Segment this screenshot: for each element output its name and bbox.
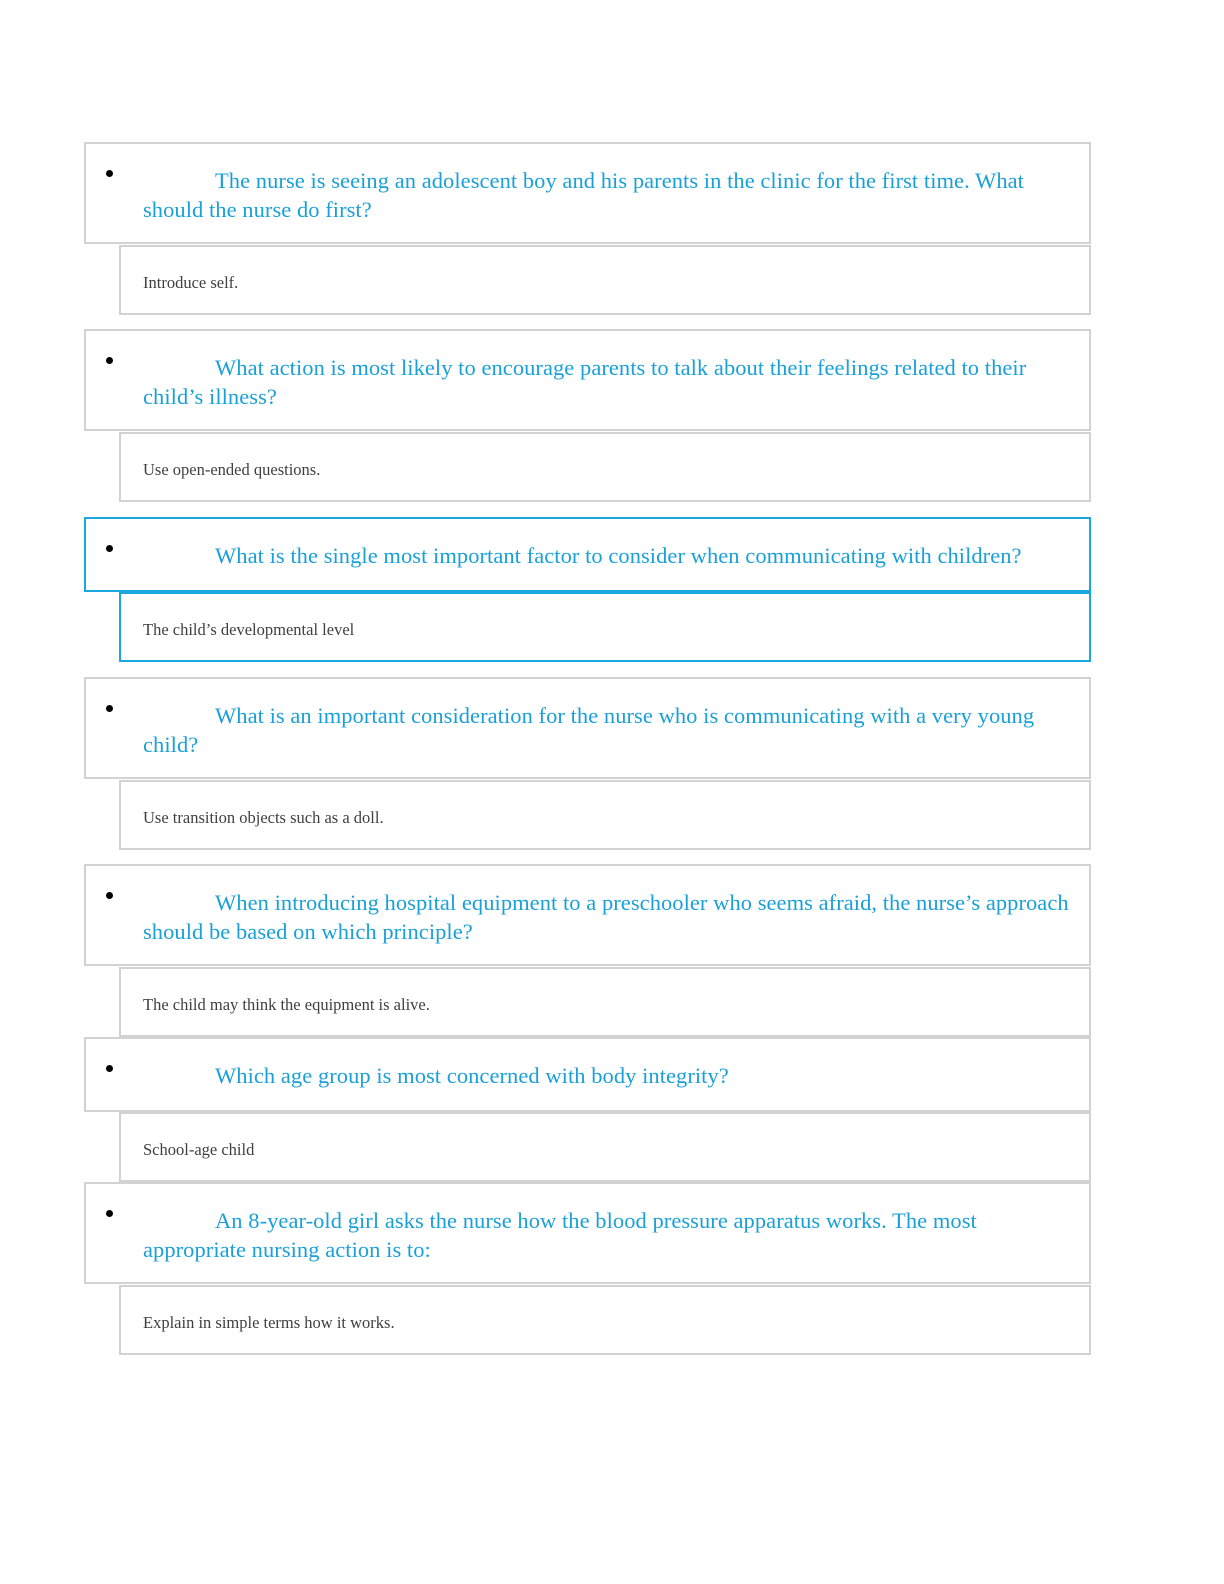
bullet-icon xyxy=(106,1210,113,1217)
answer-text: Introduce self. xyxy=(143,273,239,292)
answer-box[interactable] xyxy=(119,1285,1091,1355)
question-text: When introducing hospital equipment to a preschooler who seems afraid, the nurse’s approach should be based on which principle? xyxy=(143,890,1069,944)
bullet-icon xyxy=(106,705,113,712)
answer-box[interactable] xyxy=(119,592,1091,662)
question-box[interactable] xyxy=(84,864,1091,966)
question-box[interactable] xyxy=(84,677,1091,779)
bullet-icon xyxy=(106,357,113,364)
question-text: What action is most likely to encourage parents to talk about their feelings related to their child’s illness? xyxy=(143,355,1027,409)
bullet-icon xyxy=(106,892,113,899)
answer-text: School-age child xyxy=(143,1140,255,1159)
question-text: An 8-year-old girl asks the nurse how the blood pressure apparatus works. The most appropriate nursing action is to: xyxy=(143,1208,977,1262)
question-box[interactable] xyxy=(84,1182,1091,1284)
bullet-icon xyxy=(106,1065,113,1072)
bullet-icon xyxy=(106,545,113,552)
answer-box[interactable] xyxy=(119,780,1091,850)
answer-box[interactable] xyxy=(119,967,1091,1037)
question-box[interactable] xyxy=(84,517,1091,592)
question-box[interactable] xyxy=(84,142,1091,244)
question-text: What is the single most important factor to consider when communicating with children? xyxy=(215,543,1022,568)
question-text: The nurse is seeing an adolescent boy and his parents in the clinic for the first time. What should the nurse do first? xyxy=(143,168,1024,222)
answer-box[interactable] xyxy=(119,245,1091,315)
bullet-icon xyxy=(106,170,113,177)
answer-text: Use transition objects such as a doll. xyxy=(143,808,384,827)
answer-box[interactable] xyxy=(119,1112,1091,1182)
answer-text: Explain in simple terms how it works. xyxy=(143,1313,395,1332)
answer-box[interactable] xyxy=(119,432,1091,502)
answer-text: The child’s developmental level xyxy=(143,620,355,639)
answer-text: Use open-ended questions. xyxy=(143,460,321,479)
question-text: What is an important consideration for the nurse who is communicating with a very young child? xyxy=(143,703,1035,757)
answer-text: The child may think the equipment is alive. xyxy=(143,995,430,1014)
question-text: Which age group is most concerned with body integrity? xyxy=(215,1063,729,1088)
question-box[interactable] xyxy=(84,329,1091,431)
question-box[interactable] xyxy=(84,1037,1091,1112)
